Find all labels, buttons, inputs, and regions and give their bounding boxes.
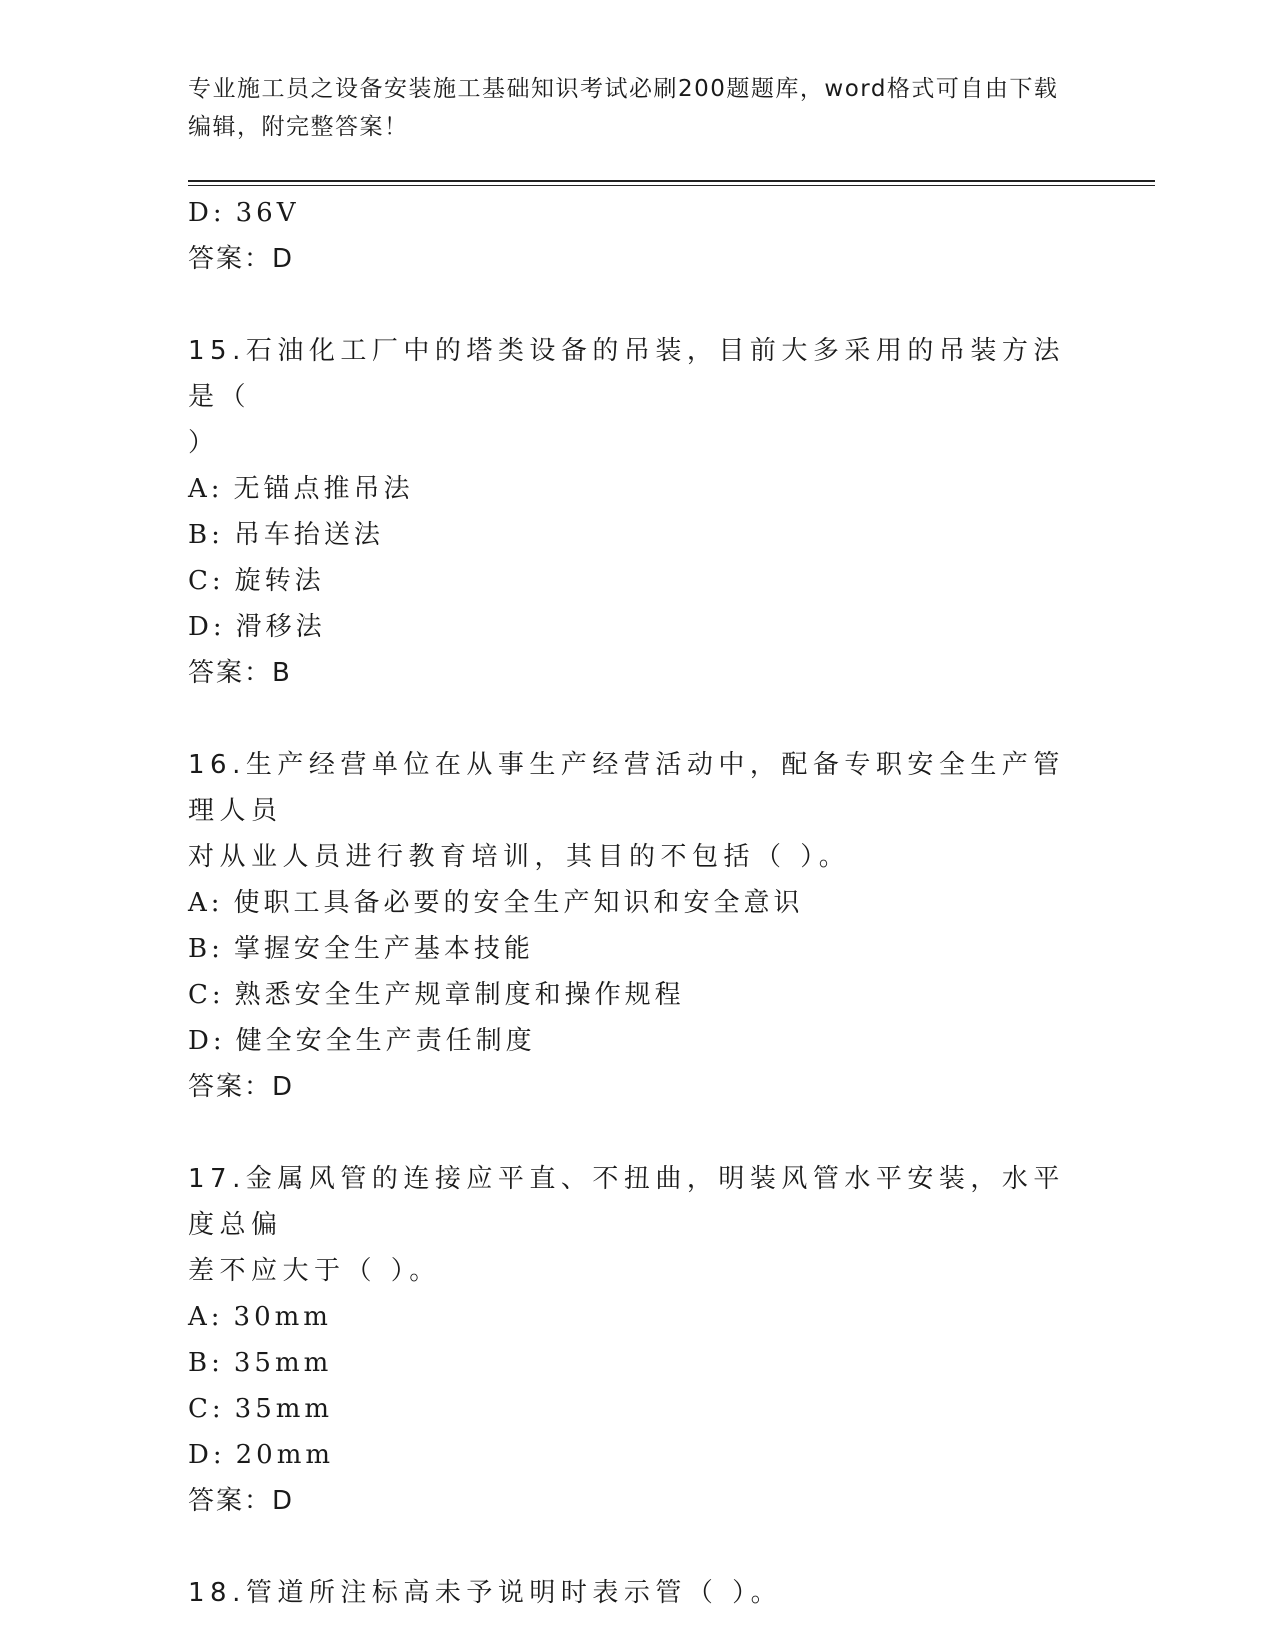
stem-line: 17.金属风管的连接应平直、不扭曲，明装风管水平安装，水平度总偏 — [188, 1164, 1065, 1240]
option-c-q17 — [188, 1386, 1088, 1432]
option-b-q16 — [188, 926, 1088, 972]
option-c-q15 — [188, 558, 1088, 604]
option-text: 36V — [235, 198, 300, 228]
option-key: D: — [188, 1026, 226, 1056]
option-key: B: — [188, 520, 224, 550]
option-text: 滑移法 — [235, 612, 326, 642]
option-a-q17 — [188, 1294, 1088, 1340]
header-divider-thick — [188, 180, 1155, 182]
answer-q15: 答案：B — [188, 658, 292, 688]
stem-line: 18.管道所注标高未予说明时表示管（ ）。 — [188, 1578, 783, 1608]
spacer — [188, 1524, 1088, 1570]
option-key: B: — [188, 1348, 224, 1378]
option-key: D: — [188, 198, 226, 228]
option-key: C: — [188, 980, 225, 1010]
option-text: 健全安全生产责任制度 — [235, 1026, 536, 1056]
option-a-q15 — [188, 466, 1088, 512]
question-stem-17 — [188, 1156, 1088, 1294]
spacer — [188, 696, 1088, 742]
spacer — [188, 282, 1088, 328]
answer-q14: 答案：D — [188, 244, 295, 274]
option-text: 旋转法 — [234, 566, 325, 596]
header-title-line-1: 专业施工员之设备安装施工基础知识考试必刷200题题库，word格式可自由下载 — [188, 76, 1059, 102]
option-text: 熟悉安全生产规章制度和操作规程 — [234, 980, 685, 1010]
answer-q17: 答案：D — [188, 1486, 295, 1516]
document-header — [188, 70, 1088, 146]
header-title-line-2: 编辑，附完整答案！ — [188, 114, 409, 140]
option-b-q17 — [188, 1340, 1088, 1386]
option-key: D: — [188, 612, 226, 642]
option-b-q15 — [188, 512, 1088, 558]
option-text: 20mm — [235, 1440, 335, 1470]
option-c-q16 — [188, 972, 1088, 1018]
answer-q16: 答案：D — [188, 1072, 295, 1102]
question-stem-15 — [188, 328, 1088, 466]
question-stem-18 — [188, 1570, 1088, 1616]
stem-line: 16.生产经营单位在从事生产经营活动中，配备专职安全生产管理人员 — [188, 750, 1065, 826]
spacer — [188, 1110, 1088, 1156]
option-key: B: — [188, 934, 224, 964]
option-text: 使职工具备必要的安全生产知识和安全意识 — [233, 888, 804, 918]
option-a-q16 — [188, 880, 1088, 926]
option-key: D: — [188, 1440, 226, 1470]
option-text: 掌握安全生产基本技能 — [233, 934, 534, 964]
option-d-q16 — [188, 1018, 1088, 1064]
option-key: A: — [188, 1302, 224, 1332]
question-stem-16 — [188, 742, 1088, 880]
option-text: 35mm — [233, 1348, 333, 1378]
option-text: 无锚点推吊法 — [233, 474, 414, 504]
option-key: C: — [188, 566, 225, 596]
option-key: C: — [188, 1394, 225, 1424]
option-d-q15 — [188, 604, 1088, 650]
stem-line: ） — [188, 428, 220, 458]
stem-line: 对从业人员进行教育培训，其目的不包括（ ）。 — [188, 842, 851, 872]
option-d-q17 — [188, 1432, 1088, 1478]
question-list — [188, 190, 1088, 1616]
option-key: A: — [188, 474, 224, 504]
option-key: A: — [188, 888, 224, 918]
stem-line: 差不应大于（ ）。 — [188, 1256, 441, 1286]
option-d-q14 — [188, 190, 1088, 236]
option-text: 35mm — [234, 1394, 334, 1424]
option-text: 30mm — [233, 1302, 332, 1332]
option-text: 吊车抬送法 — [233, 520, 384, 550]
header-divider-thin — [188, 185, 1155, 186]
stem-line: 15.石油化工厂中的塔类设备的吊装，目前大多采用的吊装方法是（ — [188, 336, 1065, 412]
